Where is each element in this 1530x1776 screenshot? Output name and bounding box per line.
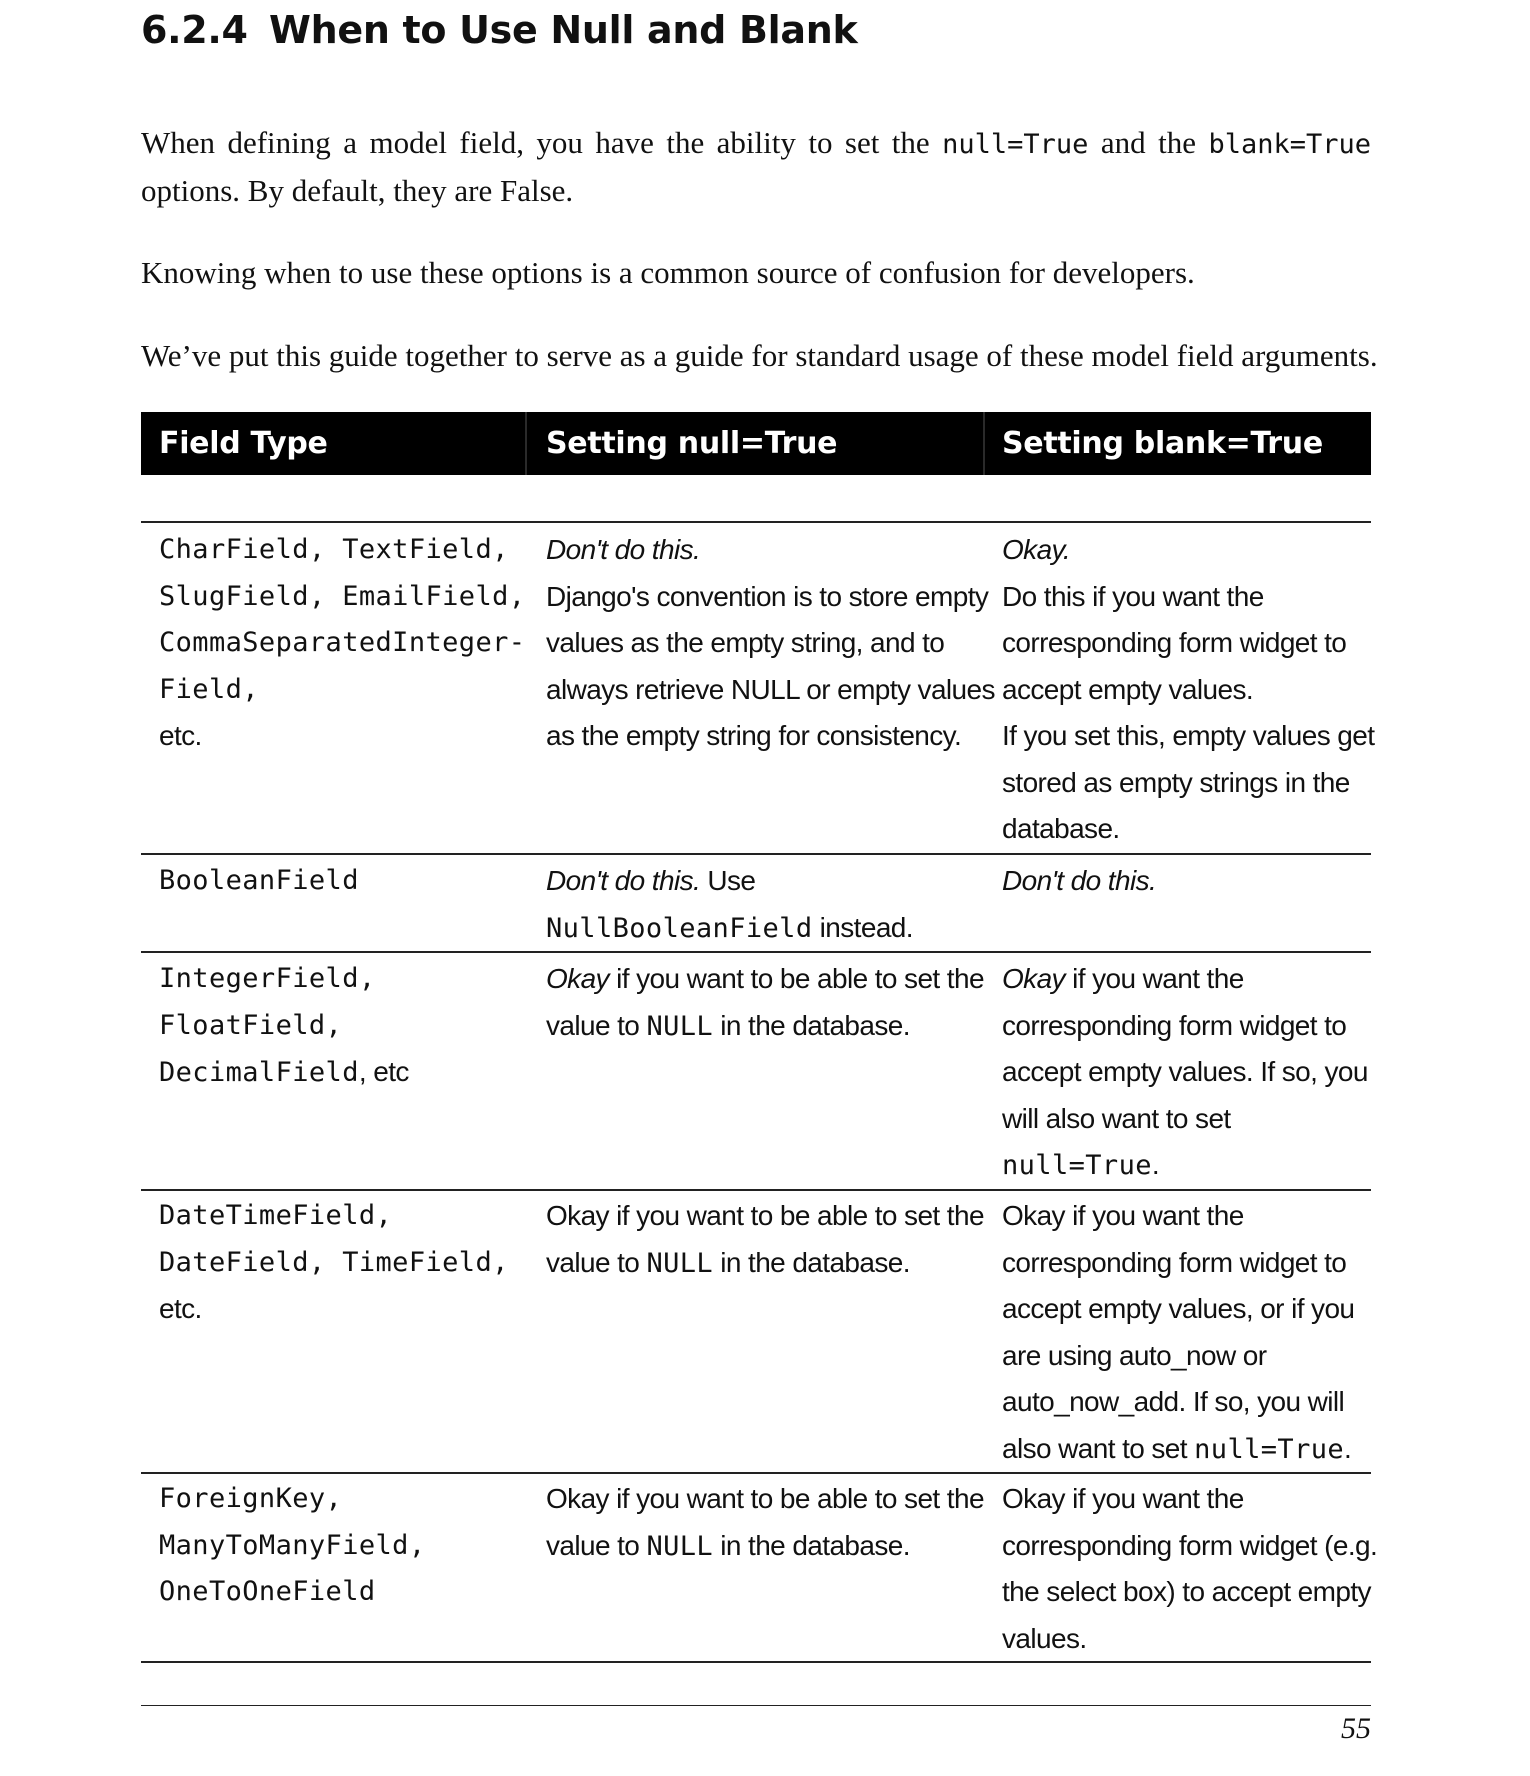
table-bottom-rule bbox=[141, 1661, 1371, 1663]
header-divider bbox=[983, 412, 985, 475]
field-line: CommaSeparatedInteger- bbox=[159, 627, 526, 658]
blank-line: accept empty values. If so, you bbox=[1002, 1056, 1368, 1087]
null-line: Django's convention is to store empty bbox=[546, 580, 989, 612]
code-null-true: null=True bbox=[942, 129, 1089, 160]
code-null: NULL bbox=[646, 1010, 714, 1042]
header-blank-true: Setting blank=True bbox=[1002, 426, 1323, 461]
emphasis-text: Don't do this. bbox=[546, 865, 701, 896]
section-title: When to Use Null and Blank bbox=[269, 8, 858, 52]
text-run: Use bbox=[700, 865, 756, 896]
blank-line: stored as empty strings in the bbox=[1002, 766, 1350, 798]
field-line: CharField, TextField, bbox=[159, 534, 509, 565]
code-blank-true: blank=True bbox=[1208, 129, 1371, 160]
row2-null-setting bbox=[546, 858, 991, 952]
field-etc: , etc bbox=[358, 1056, 409, 1087]
blank-line: corresponding form widget to bbox=[1002, 627, 1347, 658]
row4-blank-setting bbox=[1002, 1193, 1367, 1473]
text-run: in the database. bbox=[713, 1529, 910, 1561]
field-line: SlugField, EmailField, bbox=[159, 580, 526, 612]
row3-blank-setting bbox=[1002, 956, 1367, 1190]
null-line: as the empty string for consistency. bbox=[546, 720, 962, 751]
row2-field-type bbox=[159, 858, 539, 905]
field-line: DateField, TimeField, bbox=[159, 1246, 509, 1278]
code-null: NULL bbox=[646, 1247, 714, 1279]
emphasis-text: Don't do this. bbox=[1002, 865, 1157, 896]
page-number: 55 bbox=[1341, 1712, 1371, 1745]
field-line: DateTimeField, bbox=[159, 1200, 393, 1231]
blank-line: Okay if you want the bbox=[1002, 1200, 1244, 1231]
field-line: OneToOneField bbox=[159, 1576, 376, 1607]
field-line: ManyToManyField, bbox=[159, 1529, 426, 1561]
intro-paragraph-1 bbox=[141, 120, 1371, 214]
text-run: if you want the bbox=[1064, 963, 1244, 994]
text-run: also want to set bbox=[1002, 1432, 1195, 1464]
table-rule bbox=[141, 1472, 1371, 1474]
row5-null-setting bbox=[546, 1476, 991, 1570]
blank-line: Okay if you want the bbox=[1002, 1483, 1244, 1514]
table-rule bbox=[141, 1189, 1371, 1191]
field-line: Field, bbox=[159, 673, 259, 705]
blank-line: database. bbox=[1002, 813, 1120, 844]
table-rule bbox=[141, 951, 1371, 953]
field-etc: etc. bbox=[159, 720, 202, 751]
blank-line: accept empty values. bbox=[1002, 673, 1254, 705]
code-null-boolean-field: NullBooleanField bbox=[546, 912, 813, 944]
text-run: in the database. bbox=[713, 1246, 910, 1278]
blank-line: corresponding form widget to bbox=[1002, 1246, 1347, 1278]
null-line: always retrieve NULL or empty values bbox=[546, 673, 995, 705]
blank-line: the select box) to accept empty bbox=[1002, 1576, 1371, 1607]
emphasis-text: Okay bbox=[546, 963, 609, 994]
row4-field-type bbox=[159, 1193, 539, 1333]
section-number: 6.2.4 bbox=[141, 8, 248, 52]
intro-paragraph-2: Knowing when to use these options is a common source of confusion for developers. bbox=[141, 255, 1195, 290]
table-header bbox=[141, 412, 1371, 475]
emphasis-text: Okay bbox=[1002, 963, 1065, 994]
code-null: NULL bbox=[646, 1530, 714, 1562]
code-null-true: null=True bbox=[1194, 1433, 1345, 1465]
blank-line: values. bbox=[1002, 1622, 1087, 1654]
text-run: and the bbox=[1088, 125, 1209, 160]
null-line: values as the empty string, and to bbox=[546, 627, 945, 658]
row5-blank-setting bbox=[1002, 1476, 1378, 1662]
blank-line: accept empty values, or if you bbox=[1002, 1293, 1355, 1324]
code-null-true: null=True bbox=[1002, 1150, 1152, 1181]
emphasis-text: Okay. bbox=[1002, 534, 1071, 565]
text-run: options. By default, they are False. bbox=[141, 173, 574, 208]
text-run: value to bbox=[546, 1009, 647, 1041]
text-run: in the database. bbox=[713, 1009, 910, 1041]
row3-null-setting bbox=[546, 956, 991, 1050]
row1-blank-setting bbox=[1002, 527, 1375, 853]
text-run: value to bbox=[546, 1529, 647, 1561]
row1-null-setting bbox=[546, 527, 995, 760]
row3-field-type bbox=[159, 956, 539, 1097]
blank-line: If you set this, empty values get bbox=[1002, 720, 1375, 751]
text-run: if you want to be able to set the bbox=[608, 963, 984, 994]
field-etc: etc. bbox=[159, 1293, 202, 1324]
section-heading bbox=[141, 8, 857, 52]
text-run: . bbox=[1344, 1432, 1352, 1464]
emphasis-text: Don't do this. bbox=[546, 534, 701, 565]
field-line: FloatField, bbox=[159, 1009, 343, 1041]
row4-null-setting bbox=[546, 1193, 991, 1287]
field-line: DecimalField bbox=[159, 1057, 359, 1088]
null-line: Okay if you want to be able to set the bbox=[546, 1200, 984, 1231]
blank-line: Do this if you want the bbox=[1002, 580, 1264, 612]
null-line: Okay if you want to be able to set the bbox=[546, 1483, 984, 1514]
text-run: instead. bbox=[812, 911, 913, 943]
text-run: . bbox=[1151, 1149, 1160, 1180]
text-run: When defining a model field, you have the ability to set the bbox=[141, 125, 943, 160]
blank-line: corresponding form widget to bbox=[1002, 1009, 1347, 1041]
intro-paragraph-3: We’ve put this guide together to serve as a guide for standard usage of these model field arguments. bbox=[141, 338, 1378, 373]
header-divider bbox=[525, 412, 527, 475]
footer-rule bbox=[141, 1705, 1371, 1706]
row1-field-type bbox=[159, 527, 539, 760]
blank-line: auto_now_add. If so, you will bbox=[1002, 1386, 1345, 1417]
table-rule bbox=[141, 521, 1371, 523]
text-run: value to bbox=[546, 1246, 647, 1278]
blank-line: corresponding form widget (e.g. bbox=[1002, 1529, 1378, 1561]
blank-line: are using auto_now or bbox=[1002, 1339, 1267, 1371]
field-line: IntegerField, bbox=[159, 963, 376, 994]
field-line: BooleanField bbox=[159, 865, 359, 896]
header-field-type: Field Type bbox=[159, 426, 328, 461]
row2-blank-setting bbox=[1002, 858, 1367, 905]
row5-field-type bbox=[159, 1476, 539, 1616]
field-line: ForeignKey, bbox=[159, 1483, 343, 1514]
header-null-true: Setting null=True bbox=[546, 426, 838, 461]
blank-line: will also want to set bbox=[1002, 1102, 1231, 1134]
table-rule bbox=[141, 853, 1371, 855]
